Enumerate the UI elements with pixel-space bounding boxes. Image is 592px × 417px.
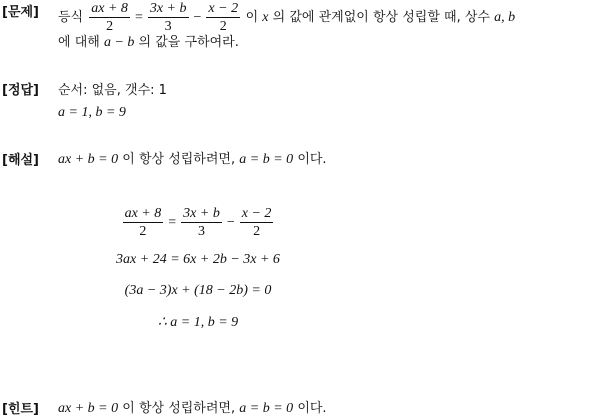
hint-text-1: 이 항상 성립하려면, bbox=[122, 401, 236, 416]
problem-line-1 bbox=[58, 0, 515, 36]
problem-equation bbox=[87, 1, 245, 35]
problem-line-2 bbox=[58, 34, 239, 52]
solution-text-2: 이다. bbox=[297, 152, 327, 167]
solution-text-1: 이 항상 성립하려면, bbox=[122, 152, 236, 167]
answer-line-1: 순서: 없음, 갯수: 1 bbox=[58, 83, 167, 98]
answer-line-2: a = 1, b = 9 bbox=[58, 105, 126, 120]
fraction-numerator: ax + 8 bbox=[124, 206, 162, 222]
problem-var-x: x bbox=[262, 10, 269, 25]
problem-rest: 의 값에 관계없이 항상 성립할 때, 상수 bbox=[272, 10, 490, 25]
problem-label: [문제] bbox=[2, 5, 39, 20]
problem-consts: a, b bbox=[494, 10, 516, 25]
solution-label: [해설] bbox=[2, 153, 39, 168]
fraction-numerator: ax + 8 bbox=[91, 1, 128, 17]
problem-line2-prefix: 에 대해 bbox=[58, 35, 100, 50]
hint-text-2: 이다. bbox=[297, 401, 327, 416]
problem-prefix: 등식 bbox=[58, 10, 84, 25]
solution-intro bbox=[58, 148, 327, 168]
fraction-denominator: 3 bbox=[164, 19, 172, 35]
fraction-denominator: 2 bbox=[219, 19, 227, 35]
problem-line2-expr: a − b bbox=[103, 35, 135, 50]
solution-expr-2: a = b = 0 bbox=[239, 152, 294, 167]
minus-sign: − bbox=[226, 215, 235, 230]
problem-fraction-rhs bbox=[206, 1, 240, 34]
hint-label: [힌트] bbox=[2, 402, 39, 417]
step1-fraction-rhs bbox=[240, 206, 274, 239]
problem-after: 이 bbox=[245, 10, 259, 25]
fraction-numerator: 3x + b bbox=[149, 1, 187, 17]
fraction-denominator: 3 bbox=[197, 224, 205, 240]
hint-expr-2: a = b = 0 bbox=[239, 401, 294, 416]
solution-step-4: ∴ a = 1, b = 9 bbox=[157, 315, 239, 330]
fraction-numerator: x − 2 bbox=[241, 206, 272, 222]
problem-fraction-mid bbox=[148, 1, 189, 34]
fraction-denominator: 2 bbox=[139, 224, 147, 240]
fraction-numerator: x − 2 bbox=[208, 1, 239, 17]
step1-fraction-mid bbox=[181, 206, 222, 239]
solution-step-3: (3a − 3)x + (18 − 2b) = 0 bbox=[124, 283, 272, 298]
solution-step-1 bbox=[0, 203, 396, 243]
hint-expr-1: ax + b = 0 bbox=[58, 401, 119, 416]
answer-label: [정답] bbox=[2, 83, 39, 98]
equals-sign: = bbox=[134, 10, 143, 25]
equals-sign: = bbox=[168, 215, 177, 230]
hint-line bbox=[58, 397, 327, 417]
minus-sign: − bbox=[193, 10, 202, 25]
solution-step-2: 3ax + 24 = 6x + 2b − 3x + 6 bbox=[116, 252, 280, 267]
fraction-denominator: 2 bbox=[106, 19, 114, 35]
solution-expr-1: ax + b = 0 bbox=[58, 152, 119, 167]
step1-fraction-lhs bbox=[123, 206, 164, 239]
fraction-denominator: 2 bbox=[253, 224, 261, 240]
problem-fraction-lhs bbox=[89, 1, 130, 34]
fraction-numerator: 3x + b bbox=[183, 206, 220, 222]
problem-line2-rest: 의 값을 구하여라. bbox=[138, 35, 239, 50]
